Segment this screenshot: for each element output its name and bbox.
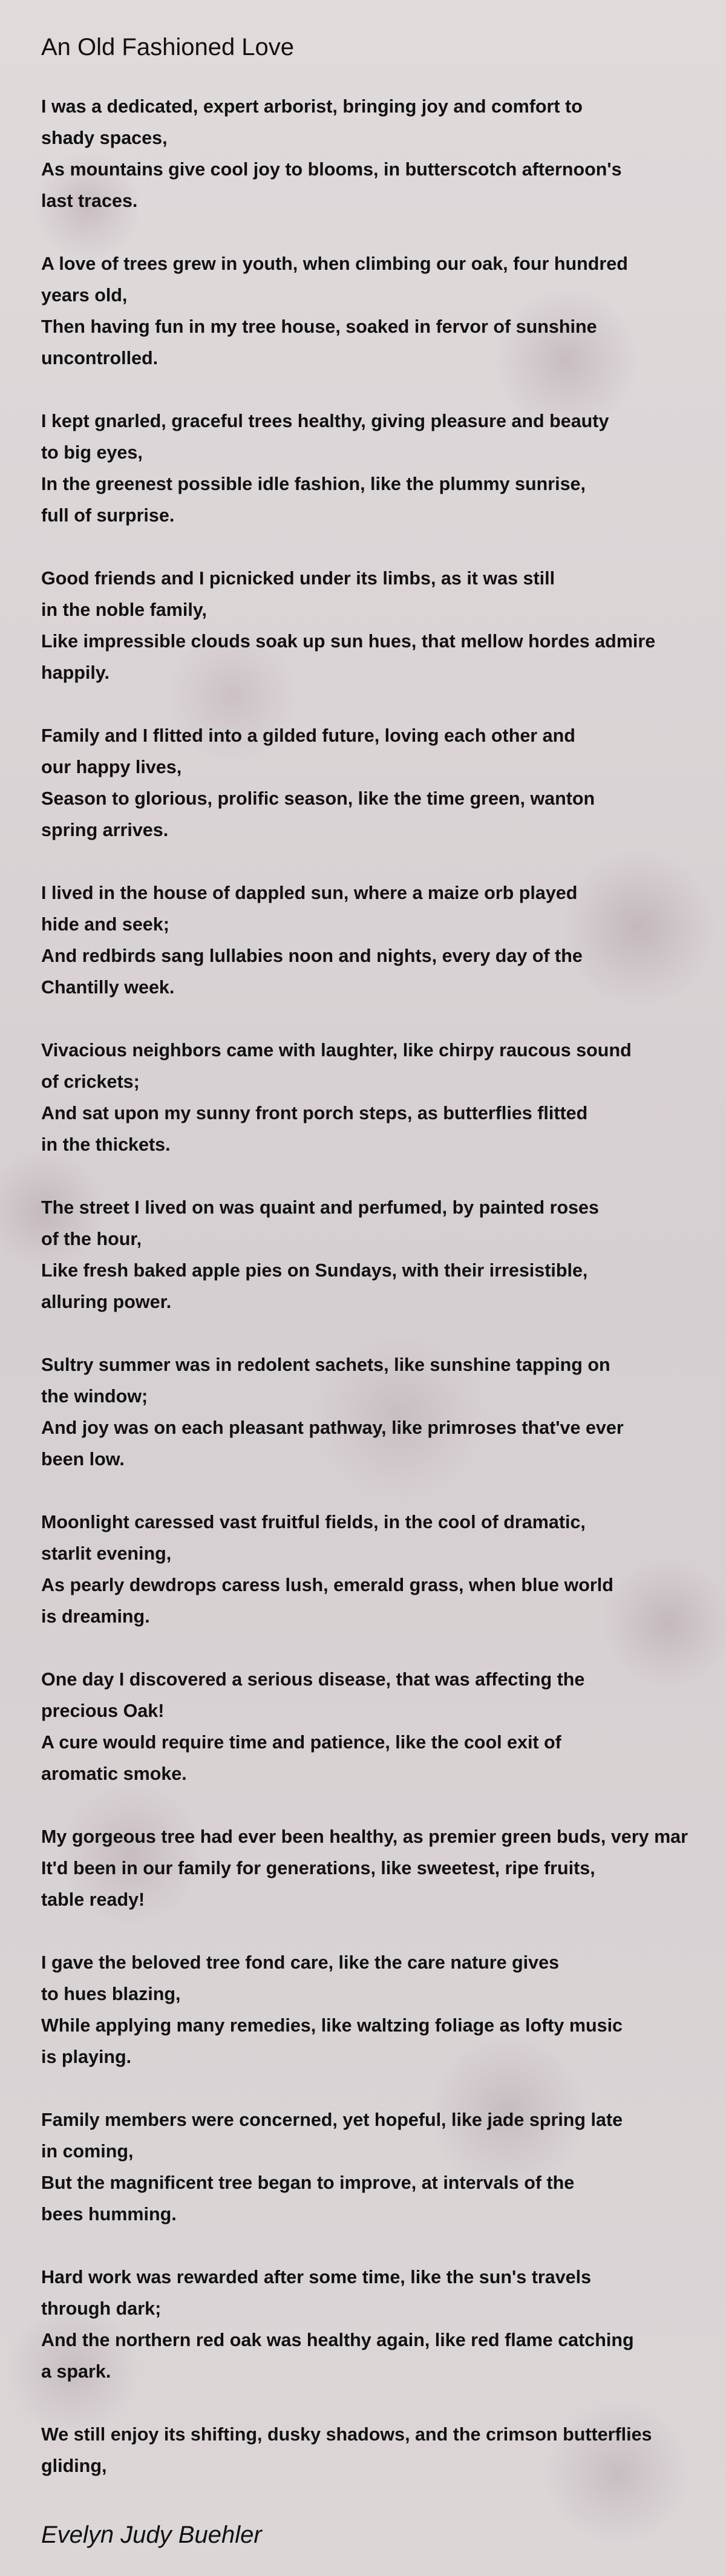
poem-title: An Old Fashioned Love: [41, 34, 295, 60]
poem-line: to hues blazing,: [41, 1984, 181, 2004]
poem-line: Moonlight caressed vast fruitful fields, in the cool of dramatic,: [41, 1512, 586, 1532]
poem-line: precious Oak!: [41, 1701, 165, 1721]
poem-line: gliding,: [41, 2456, 107, 2476]
poem-line: been low.: [41, 1449, 125, 1469]
poem-line: in coming,: [41, 2141, 134, 2162]
poem-line: of the hour,: [41, 1229, 142, 1249]
poem-line: Then having fun in my tree house, soaked in fervor of sunshine: [41, 316, 597, 337]
poem-author: Evelyn Judy Buehler: [41, 2522, 262, 2548]
poem-stanza: [41, 2104, 726, 2230]
poem-line: In the greenest possible idle fashion, like the plummy sunrise,: [41, 474, 586, 494]
poem-stanza: [41, 1947, 726, 2073]
poem-line: Good friends and I picnicked under its limbs, as it was still: [41, 568, 555, 589]
poem-stanza: [41, 720, 726, 846]
poem-line: full of surprise.: [41, 505, 175, 526]
poem-line: And joy was on each pleasant pathway, like primroses that've ever: [41, 1417, 624, 1438]
poem-stanza: [41, 1035, 726, 1160]
poem-line: And the northern red oak was healthy again, like red flame catching: [41, 2330, 634, 2350]
poem-line: One day I discovered a serious disease, that was affecting the: [41, 1669, 585, 1690]
poem-body: [41, 91, 726, 2482]
poem-line: last traces.: [41, 191, 138, 211]
poem-line: And sat upon my sunny front porch steps, as butterflies flitted: [41, 1103, 588, 1123]
poem-line: While applying many remedies, like waltzing foliage as lofty music: [41, 2015, 623, 2036]
poem-line: But the magnificent tree began to improve, at intervals of the: [41, 2172, 575, 2193]
poem-line: happily.: [41, 662, 110, 683]
poem-line: A love of trees grew in youth, when climbing our oak, four hundred: [41, 253, 628, 274]
poem-line: years old,: [41, 285, 128, 306]
poem-line: hide and seek;: [41, 914, 169, 935]
poem-stanza: [41, 877, 726, 1003]
poem-line: Sultry summer was in redolent sachets, like sunshine tapping on: [41, 1355, 610, 1375]
poem-line: A cure would require time and patience, like the cool exit of: [41, 1732, 561, 1753]
poem-line: Season to glorious, prolific season, like the time green, wanton: [41, 788, 595, 809]
poem-line: aromatic smoke.: [41, 1764, 187, 1784]
poem-line: Hard work was rewarded after some time, like the sun's travels: [41, 2267, 592, 2287]
poem-stanza: [41, 1349, 726, 1475]
poem-line: uncontrolled.: [41, 348, 159, 368]
poem-line: a spark.: [41, 2361, 111, 2382]
poem-stanza: [41, 248, 726, 374]
poem-line: alluring power.: [41, 1292, 172, 1312]
poem-line: We still enjoy its shifting, dusky shadows, and the crimson butterflies: [41, 2424, 652, 2445]
poem-stanza: [41, 2419, 726, 2482]
poem-line: I lived in the house of dappled sun, where a maize orb played: [41, 883, 578, 903]
poem-line: spring arrives.: [41, 820, 169, 840]
poem-container: [41, 0, 726, 2552]
poem-line: It'd been in our family for generations, like sweetest, ripe fruits,: [41, 1858, 595, 1878]
poem-line: shady spaces,: [41, 128, 168, 148]
poem-line: is playing.: [41, 2047, 132, 2067]
poem-line: And redbirds sang lullabies noon and nights, every day of the: [41, 946, 583, 966]
poem-line: our happy lives,: [41, 757, 182, 777]
poem-line: to big eyes,: [41, 442, 143, 463]
poem-stanza: [41, 91, 726, 217]
poem-line: Chantilly week.: [41, 977, 175, 998]
poem-line: As mountains give cool joy to blooms, in butterscotch afternoon's: [41, 159, 622, 180]
poem-stanza: [41, 405, 726, 531]
poem-line: of crickets;: [41, 1071, 140, 1092]
poem-line: I gave the beloved tree fond care, like the care nature gives: [41, 1952, 560, 1973]
poem-stanza: [41, 563, 726, 688]
poem-line: Vivacious neighbors came with laughter, like chirpy raucous sound: [41, 1040, 632, 1061]
poem-line: Family and I flitted into a gilded future, loving each other and: [41, 725, 575, 746]
poem-line: in the thickets.: [41, 1134, 171, 1155]
poem-line: I kept gnarled, graceful trees healthy, giving pleasure and beauty: [41, 411, 609, 431]
poem-stanza: [41, 1821, 726, 1915]
poem-stanza: [41, 1664, 726, 1790]
poem-line: Like impressible clouds soak up sun hues, that mellow hordes admire: [41, 631, 656, 652]
poem-line: table ready!: [41, 1889, 145, 1910]
poem-line: I was a dedicated, expert arborist, bringing joy and comfort to: [41, 96, 583, 117]
poem-line: is dreaming.: [41, 1606, 150, 1627]
poem-stanza: [41, 2261, 726, 2387]
poem-stanza: [41, 1506, 726, 1632]
poem-line: As pearly dewdrops caress lush, emerald grass, when blue world: [41, 1575, 613, 1595]
poem-line: starlit evening,: [41, 1543, 172, 1564]
poem-line: The street I lived on was quaint and perfumed, by painted roses: [41, 1197, 599, 1218]
poem-stanza: [41, 1192, 726, 1318]
poem-line: Like fresh baked apple pies on Sundays, with their irresistible,: [41, 1260, 588, 1281]
poem-line: through dark;: [41, 2298, 162, 2319]
poem-line: bees humming.: [41, 2204, 177, 2225]
poem-line: Family members were concerned, yet hopeful, like jade spring late: [41, 2110, 623, 2130]
poem-line: the window;: [41, 1386, 148, 1407]
poem-line: My gorgeous tree had ever been healthy, as premier green buds, very mar: [41, 1826, 688, 1847]
poem-line: in the noble family,: [41, 600, 207, 620]
